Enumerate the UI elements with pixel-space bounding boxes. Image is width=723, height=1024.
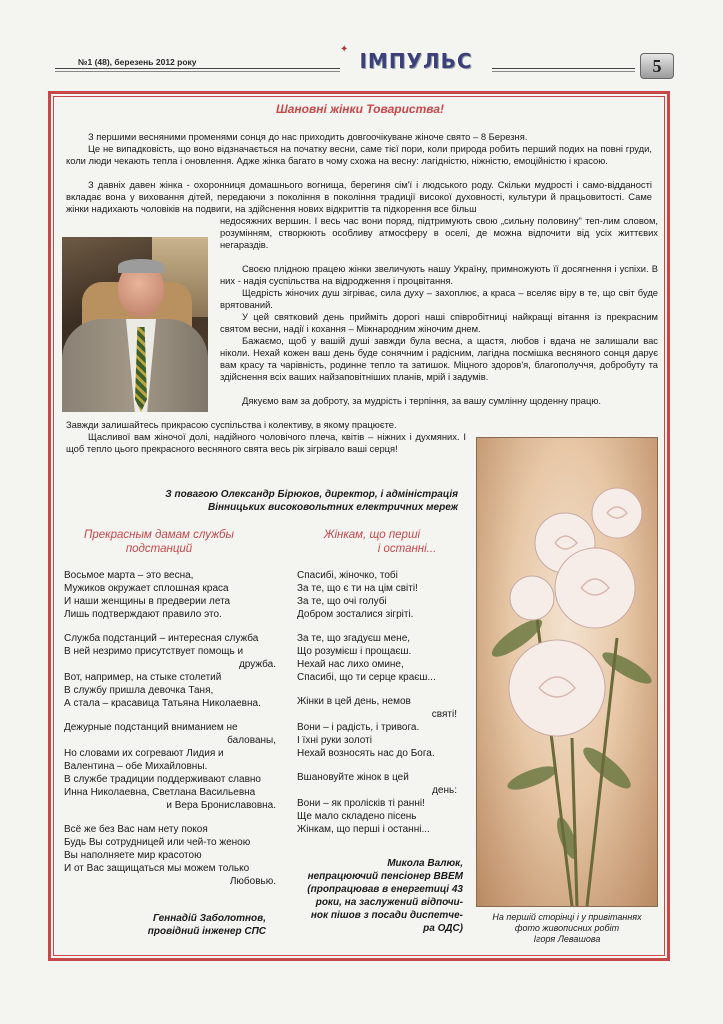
poem-left-body — [64, 569, 276, 888]
author-line: нок пішов з посади диспетче- — [310, 910, 463, 921]
poem-line: Служба подстанций – интересная служба — [64, 633, 259, 644]
poem-line: Валентина – обе Михайловны. — [64, 761, 208, 772]
poem-line: А стала – красавица Татьяна Николаевна. — [64, 698, 261, 709]
poem-line: І їхні руки золоті — [297, 735, 372, 746]
poem-line: Инна Николаевна, Светлана Васильевна — [64, 787, 256, 798]
article-title: Шановні жінки Товариства! — [275, 102, 445, 116]
poem-line: Всё же без Вас нам нету покоя — [64, 824, 208, 835]
article-paragraph: Це не випадковість, що воно відзначається на початку весни, саме тієї пори, коли природа робить перший подих на повні груди, коли люди чекають тепла і оновлення. Адже жінка багато в чому схожа на весну: лагідністю, ніжністю, емоційністю і красою. — [66, 143, 652, 166]
article-paragraph: У цей святковий день прийміть дорогі наші співробітниці найкращі вітання із прекрасним святом весни, надії і кохання – Міжнародним жіночим днем. — [220, 311, 658, 334]
article-paragraph: Своєю плідною працею жінки звеличують нашу Україну, примножують її досягнення і успіхи. В них - надія суспільства на відродження і процвітання. — [220, 263, 658, 286]
article-paragraph: недосяжних вершин. І весь час вони поряд, підтримують свою „сильну половину" теп-лим словом, розумінням, створюють особливу атмосферу в оселі, де можна відпочити від усіх життєвих негараздів. — [220, 215, 658, 250]
poem-right-title: Жінкам, що перші і останні... — [323, 529, 437, 555]
article-paragraph: Щедрість жіночих душ зігріває, сила духу – захоплює, а краса – вселяє віру в те, що світ буде врятований. — [220, 287, 658, 310]
poem-line — [297, 684, 457, 695]
poem-line: балованы, — [227, 735, 276, 746]
poem-line: Вшановуйте жінок в цей — [297, 772, 409, 783]
director-photo — [62, 237, 208, 412]
poem-line: Жінки в цей день, немов — [297, 696, 411, 707]
roses-painting — [476, 437, 658, 907]
author-line: ра ОДС) — [423, 923, 463, 934]
issue-info: №1 (48), березень 2012 року — [78, 57, 197, 67]
author-line: (пропрацював в енергетиці 43 — [307, 884, 463, 895]
poem-line: Вони – і радість, і тривога. — [297, 722, 420, 733]
author-line: Микола Валюк, — [387, 858, 463, 869]
poem-line: В службе традиции поддерживают славно — [64, 774, 261, 785]
article-signature — [60, 488, 458, 514]
poem-line: За те, що є ти на цім світі! — [297, 583, 418, 594]
poem-line: Спасибі, жіночко, тобі — [297, 570, 398, 581]
poem-line: В ней незримо присутствует помощь и — [64, 646, 244, 657]
poem-line — [64, 710, 276, 721]
poem-line: Любовью. — [229, 876, 276, 887]
poem-line: Лишь подтверждают правило это. — [64, 609, 222, 620]
poem-line: день: — [432, 785, 457, 796]
newspaper-logo: ІМПУЛЬС — [340, 49, 492, 73]
poem-line — [297, 760, 457, 771]
page-number: 5 — [640, 53, 674, 79]
article-paragraph: Бажаємо, щоб у вашій душі завжди була весна, а щастя, любов і вдача не залишали вас ніколи. Нехай кожен ваш день буде сонячним і радісним, лагідна посмішка весняного сонця дарує вам красу та чарівність, родинне тепло та затишок. Міцного здоров'я, благополуччя, добробуту та здійснення всіх ваших найзаповітніших планів, мрій і задумів. — [220, 335, 658, 382]
roses-illustration — [477, 438, 657, 906]
article-paragraph: Завжди залишайтесь прикрасою суспільства і колективу, в якому працюєте. — [66, 419, 397, 430]
poem-line: дружба. — [238, 659, 276, 670]
signature-line: З повагою Олександр Бірюков, директор, і адміністрація — [165, 489, 458, 500]
poem-line — [64, 621, 276, 632]
poem-line: И наши женщины в предверии лета — [64, 596, 231, 607]
poem-line: За те, що згадуєш мене, — [297, 633, 411, 644]
poem-line: и Вера Брониславовна. — [166, 800, 276, 811]
poem-line: Вы наполняете мир красотою — [64, 850, 202, 861]
poem-line: Вони – як пролісків ті ранні! — [297, 798, 425, 809]
poem-line: Жінкам, що перші і останні... — [297, 824, 430, 835]
article-paragraph: З першими весняними променями сонця до нас приходить довгоочікуване жіноче свято – 8 Березня. — [88, 131, 528, 142]
poem-line: Нехай возносять нас до Бога. — [297, 748, 435, 759]
poem-line: Дежурные подстанций вниманием не — [64, 722, 238, 733]
poem-left-title: Прекрасным дамам службы подстанций — [84, 529, 234, 555]
poem-line: Спасибі, що ти серце краєш... — [297, 672, 436, 683]
poem-line: И от Вас защищаться мы можем только — [64, 863, 250, 874]
poem-line — [297, 621, 457, 632]
poem-line: Но словами их согревают Лидия и — [64, 748, 224, 759]
poem-line — [64, 812, 276, 823]
poem-line: Що розумієш і прощаєш. — [297, 646, 412, 657]
poem-right-author — [283, 857, 463, 935]
poem-right-body — [297, 569, 457, 836]
poem-line: Восьмое марта – это весна, — [64, 570, 194, 581]
poem-line: За те, що очі голубі — [297, 596, 387, 607]
poem-line: Нехай нас лихо омине, — [297, 659, 404, 670]
logo-spark-icon: ✦ — [340, 44, 349, 55]
author-line: роки, на заслужений відпочи- — [315, 897, 463, 908]
article-paragraph: Дякуємо вам за доброту, за мудрість і терпіння, за вашу сумлінну щоденну працю. — [242, 395, 602, 406]
rose — [509, 488, 642, 736]
poem-line: Добром зосталися зігріті. — [297, 609, 414, 620]
poem-line: В службу пришла девочка Таня, — [64, 685, 214, 696]
article-paragraph: Щасливої вам жіночої долі, надійного чоловічого плеча, квітів – ніжних і духмяних. І щоб тепло цього прекрасного весняного свята весь рік зігрівало ваші серця! — [66, 431, 466, 454]
author-line: непрацюючий пенсіонер ВВЕМ — [307, 871, 463, 882]
photo-caption: На першій сторінці і у привітаннях фото живописних робіт Ігоря Левашова — [492, 912, 642, 944]
poem-line: Будь Вы сотрудницей или чей-то женою — [64, 837, 251, 848]
poem-line: святі! — [431, 709, 457, 720]
poem-line: Вот, например, на стыке столетий — [64, 672, 222, 683]
signature-line: Вінницьких високовольтних електричних мереж — [208, 502, 458, 513]
poem-left-author: Геннадій Заболотнов, провідний інженер СПС — [147, 913, 266, 937]
poem-line: Мужиков окружает сплошная краса — [64, 583, 229, 594]
article-paragraph: З давніх давен жінка - охоронниця домашнього вогнища, берегиня сім'ї і людського роду. Скільки мудрості і само-відданості вкладає вона у виховання дітей, передаючи з покоління в покоління традиції високої духовності, культури й працьовитості. Саме жінки надихають чоловіків на подвиги, на здійснення нових відкриттів та підкорення все більш — [66, 179, 652, 214]
poem-line: Ще мало складено пісень — [297, 811, 417, 822]
